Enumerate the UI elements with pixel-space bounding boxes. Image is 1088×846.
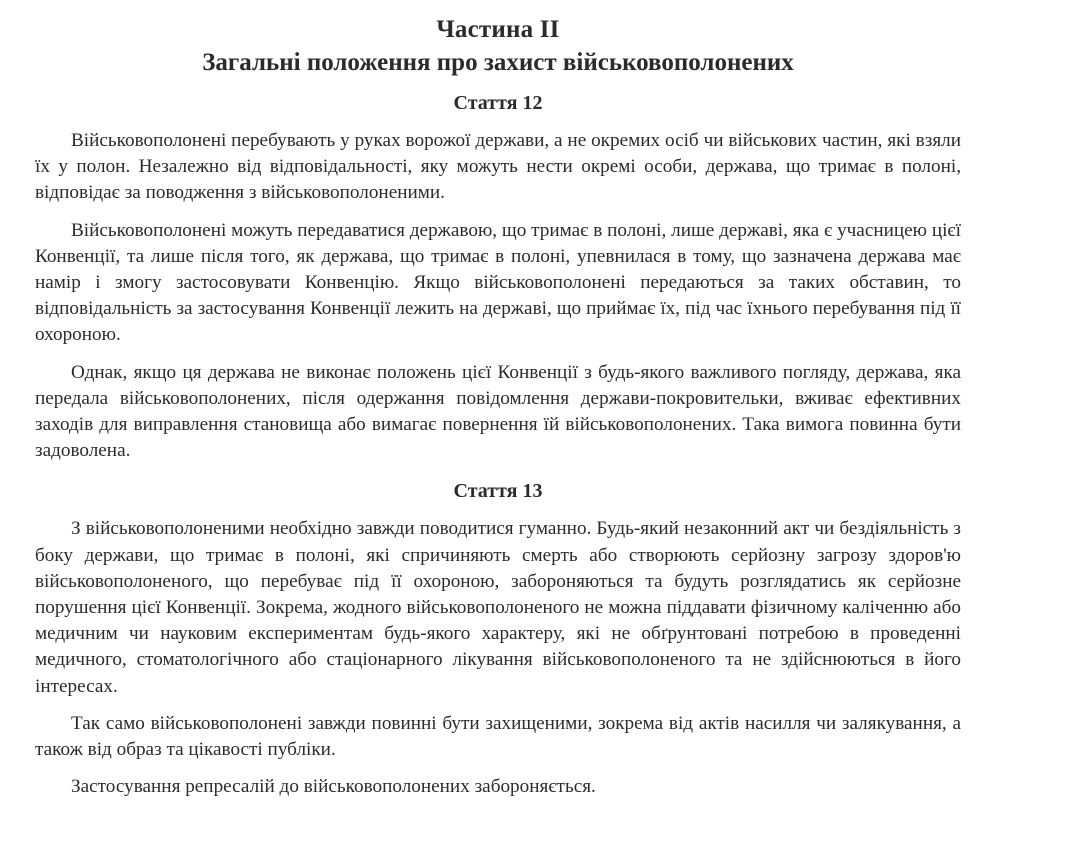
article-paragraph: Так само військовополонені завжди повинні бути захищеними, зокрема від актів насилля чи залякування, а також від образ та цікавості публіки. [35, 712, 961, 761]
document-page [35, 0, 961, 800]
article-12 [35, 90, 961, 464]
article-13 [35, 478, 961, 800]
part-subtitle: Загальні положення про захист військовополонених [202, 49, 794, 76]
article-paragraph: Військовополонені можуть передаватися державою, що тримає в полоні, лише державі, яка є учасницею цієї Конвенції, та лише після того, як держава, що тримає в полоні, упевнилася в тому, що зазначена держава має намір і змогу застосовувати Конвенцію. Якщо військовополонені передаються за таких обставин, то відповідальність за застосування Конвенції лежить на державі, що приймає їх, під час їхнього перебування під її охороною. [35, 219, 961, 346]
article-title: Стаття 13 [453, 480, 543, 503]
part-title: Частина II [436, 16, 560, 43]
article-paragraph: Застосування репресалій до військовополонених забороняється. [71, 776, 596, 798]
article-paragraph: З військовополоненими необхідно завжди поводитися гуманно. Будь-який незаконний акт чи бездіяльність з боку держави, що тримає в полоні, які спричиняють смерть або створюють серйозну загрозу здоров'ю військовополоненого, що перебуває під її охороною, забороняються та будуть розглядатись як серйозне порушення цієї Конвенції. Зокрема, жодного військовополоненого не можна піддавати фізичному каліченню або медичним чи науковим експериментам будь-якого характеру, які не обґрунтовані потребою в проведенні медичного, стоматологічного або стаціонарного лікування військовополоненого та не здійснюються в його інтересах. [35, 518, 961, 697]
article-title: Стаття 12 [453, 92, 543, 114]
article-paragraph: Військовополонені перебувають у руках ворожої держави, а не окремих осіб чи військових частин, які взяли їх у полон. Незалежно від відповідальності, яку можуть нести окремі особи, держава, що тримає в полоні, відповідає за поводження з військовополоненими. [35, 130, 961, 204]
article-paragraph: Однак, якщо ця держава не виконає положень цієї Конвенції з будь-якого важливого погляду, держава, яка передала військовополонених, після одержання повідомлення держави-покровительки, вживає ефективних заходів для виправлення становища або вимагає повернення їй військовополонених. Така вимога повинна бути задоволена. [35, 361, 961, 462]
